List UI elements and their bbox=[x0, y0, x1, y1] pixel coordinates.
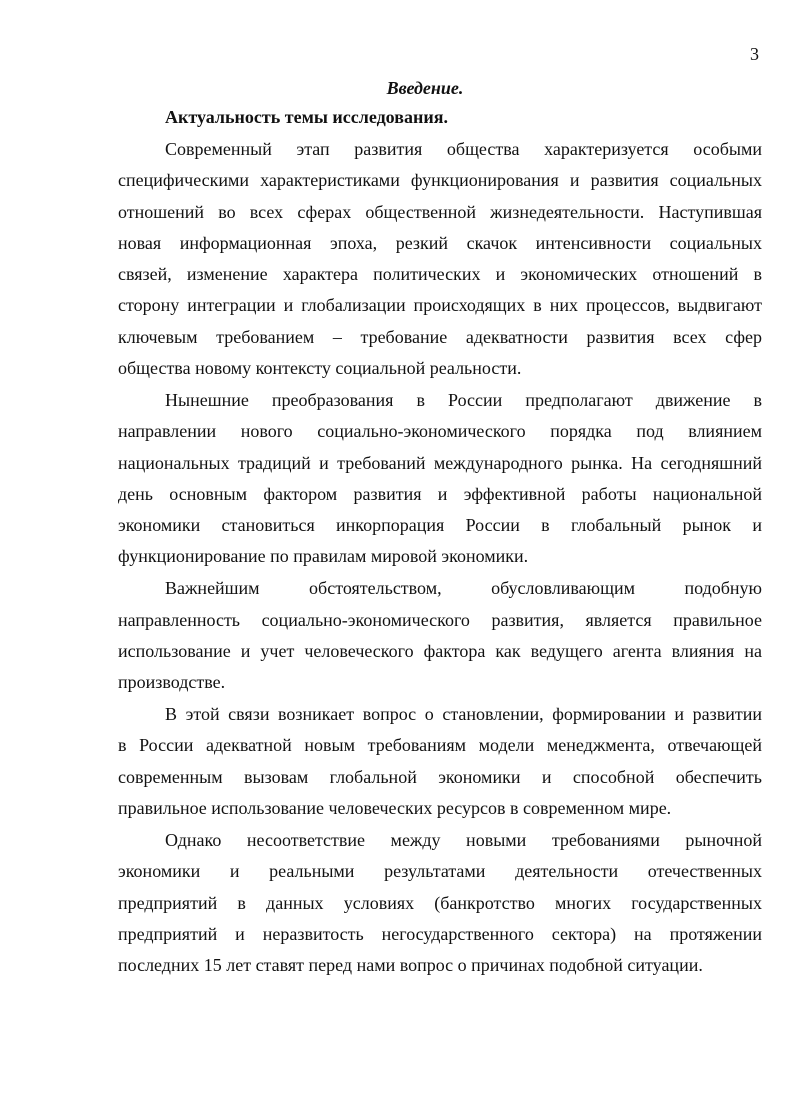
text-line: Однако несоответствие между новыми требованиями рыночной bbox=[165, 829, 762, 850]
text-line: правильное использование человеческих ресурсов в современном мире. bbox=[118, 798, 672, 819]
text-line: современным вызовам глобальной экономики и способной обеспечить bbox=[118, 766, 762, 787]
text-line: В этой связи возникает вопрос о становлении, формировании и развитии bbox=[165, 704, 762, 725]
text-line: день основным фактором развития и эффективной работы национальной bbox=[118, 483, 762, 504]
paragraph bbox=[118, 699, 762, 824]
text-line: направлении нового социально-экономического порядка под влиянием bbox=[118, 421, 762, 442]
section-title: Введение. bbox=[386, 78, 464, 98]
section-subtitle: Актуальность темы исследования. bbox=[165, 107, 448, 127]
page-number: 3 bbox=[750, 44, 759, 64]
text-line: отношений во всех сферах общественной жизнедеятельности. Наступившая bbox=[118, 201, 762, 222]
text-line: ключевым требованием – требование адекватности развития всех сфер bbox=[118, 326, 762, 347]
text-line: общества новому контексту социальной реальности. bbox=[118, 358, 522, 379]
paragraph bbox=[118, 573, 762, 698]
text-line: предприятий в данных условиях (банкротство многих государственных bbox=[118, 892, 762, 913]
text-line: Важнейшим обстоятельством, обусловливающим подобную bbox=[165, 578, 762, 599]
text-line: Современный этап развития общества характеризуется особыми bbox=[165, 139, 762, 159]
text-line: в России адекватной новым требованиям модели менеджмента, отвечающей bbox=[118, 735, 762, 756]
text-line: специфическими характеристиками функционирования и развития социальных bbox=[118, 170, 762, 191]
document-body bbox=[118, 134, 762, 981]
text-line: Нынешние преобразования в России предполагают движение в bbox=[165, 389, 762, 410]
paragraph bbox=[118, 825, 762, 981]
text-line: последних 15 лет ставят перед нами вопрос о причинах подобной ситуации. bbox=[118, 955, 703, 976]
text-line: производстве. bbox=[118, 672, 226, 693]
text-line: сторону интеграции и глобализации происходящих в них процессов, выдвигают bbox=[118, 295, 762, 316]
text-line: национальных традиций и требований международного рынка. На сегодняшний bbox=[118, 452, 762, 473]
text-line: использование и учет человеческого фактора как ведущего агента влияния на bbox=[118, 640, 762, 661]
text-line: направленность социально-экономического развития, является правильное bbox=[118, 609, 762, 630]
paragraph bbox=[118, 134, 762, 384]
paragraph bbox=[118, 385, 762, 573]
text-line: новая информационная эпоха, резкий скачок интенсивности социальных bbox=[118, 232, 762, 253]
text-line: связей, изменение характера политических и экономических отношений в bbox=[118, 264, 762, 285]
text-line: экономики и реальными результатами деятельности отечественных bbox=[118, 861, 762, 882]
text-line: функционирование по правилам мировой экономики. bbox=[118, 546, 529, 567]
text-line: предприятий и неразвитость негосударственного сектора) на протяжении bbox=[118, 923, 762, 944]
text-line: экономики становиться инкорпорация России в глобальный рынок и bbox=[118, 515, 762, 536]
